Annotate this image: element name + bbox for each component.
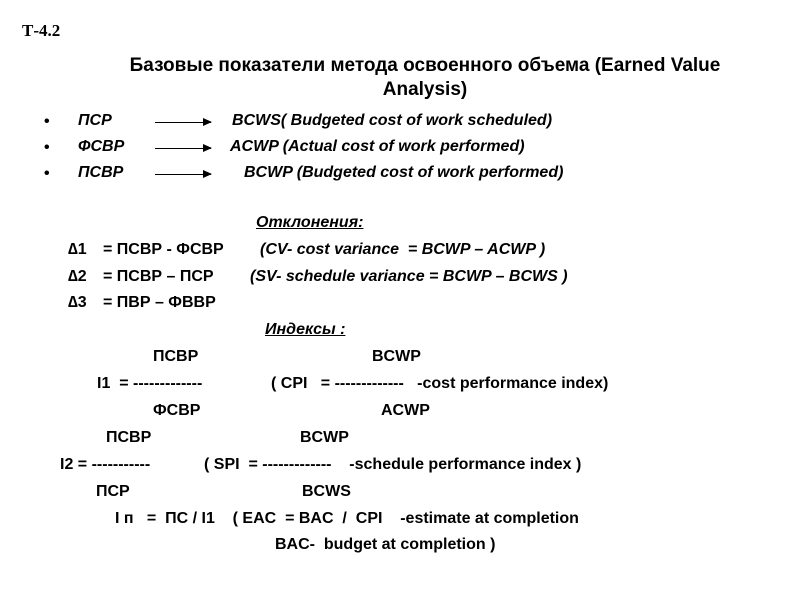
i1-denominator: ФСВР — [153, 402, 201, 419]
cpi-formula: ( CPI = ------------- -cost performance index) — [271, 375, 609, 392]
bullet-icon: • — [44, 165, 50, 182]
spi-numerator: BCWP — [300, 429, 349, 446]
def-abbr: ПСР — [78, 112, 112, 129]
i2-formula: I2 = ----------- — [60, 456, 151, 473]
cpi-numerator: BCWP — [372, 348, 421, 365]
i2-denominator: ПСР — [96, 483, 130, 500]
deviation-formula: = ПВР – ФВВР — [103, 294, 216, 311]
i2-numerator: ПСВР — [106, 429, 152, 446]
arrow-icon — [155, 122, 211, 123]
deviation-symbol: ∆3 — [68, 294, 87, 311]
spi-formula: ( SPI = ------------- -schedule performance index ) — [204, 456, 582, 473]
bac-definition: BAC- budget at completion ) — [275, 536, 496, 553]
spi-denominator: BCWS — [302, 483, 351, 500]
def-meaning: BCWP (Budgeted cost of work performed) — [244, 164, 564, 181]
bullet-icon: • — [44, 113, 50, 130]
deviation-note: (SV- schedule variance = BCWP – BCWS ) — [250, 268, 568, 285]
def-meaning: ACWP (Actual cost of work performed) — [230, 138, 525, 155]
def-meaning: BCWS( Budgeted cost of work scheduled) — [232, 112, 553, 129]
i1-formula: I1 = ------------- — [97, 375, 203, 392]
slide-id: Т-4.2 — [22, 21, 61, 40]
i1-numerator: ПСВР — [153, 348, 199, 365]
cpi-denominator: ACWP — [381, 402, 430, 419]
page-title: Базовые показатели метода освоенного объема (Earned Value Analysis) — [129, 55, 721, 100]
deviation-formula: = ПСВР - ФСВР — [103, 241, 224, 258]
def-abbr: ПСВР — [78, 164, 124, 181]
arrow-icon — [155, 174, 211, 175]
deviation-formula: = ПСВР – ПСР — [103, 268, 214, 285]
deviation-symbol: ∆2 — [68, 268, 87, 285]
deviation-symbol: ∆1 — [68, 241, 87, 258]
eac-formula: I п = ПС / I1 ( EAC = BAC / CPI -estimate at completion — [115, 510, 579, 527]
deviation-note: (CV- cost variance = BCWP – ACWP ) — [260, 241, 546, 258]
arrow-icon — [155, 148, 211, 149]
def-abbr: ФСВР — [78, 138, 125, 155]
bullet-icon: • — [44, 139, 50, 156]
deviations-heading: Отклонения: — [256, 214, 364, 231]
indices-heading: Индексы : — [265, 321, 346, 338]
